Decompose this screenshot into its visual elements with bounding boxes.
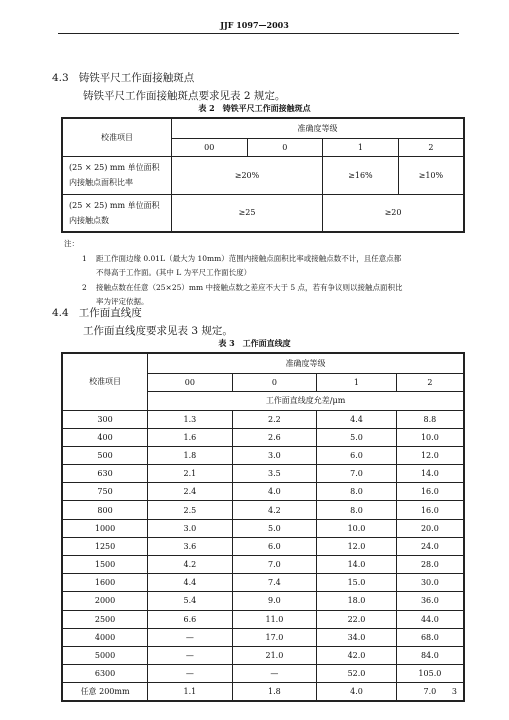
table-cell: 6.0 [232,537,317,555]
table-cell: 4.0 [232,483,317,501]
table-row [62,556,464,574]
row-length-cell: 4000 [62,628,148,646]
table-cell: 105.0 [396,665,464,683]
table-cell: 1.1 [148,683,233,701]
table-cell: 7.0 [232,556,317,574]
section-4-4-para: 工作面直线度要求见表 3 规定。 [83,325,233,337]
grade-cell: 2 [398,138,464,156]
table-cell: 24.0 [396,537,464,555]
table-cell: 44.0 [396,610,464,628]
table-row [62,410,464,428]
table-cell: — [148,665,233,683]
table-cell: 21.0 [232,646,317,664]
section-number: 4.4 [52,307,69,319]
table2-group-head: 准确度等级 [171,118,464,138]
row-length-cell: 400 [62,428,148,446]
row-length-cell: 750 [62,483,148,501]
table-cell: 3.0 [232,446,317,464]
grade-cell: 00 [171,138,247,156]
table-row [62,628,464,646]
grade-cell: 1 [317,373,397,391]
table3-caption: 表 3 工作面直线度 [218,338,291,348]
row-length-cell: 1600 [62,574,148,592]
table-cell: 4.4 [148,574,233,592]
row-length-cell: 1500 [62,556,148,574]
table-row [62,683,464,701]
table-cell: 17.0 [232,628,317,646]
table-cell: 6.6 [148,610,233,628]
section-title: 工作面直线度 [78,307,142,319]
table-cell: 1.6 [148,428,233,446]
table3 [61,352,465,702]
table2-row1-label: (25 × 25) mm 单位面积 内接触点面积比率 [62,156,171,194]
table-cell: 84.0 [396,646,464,664]
table-cell: 5.0 [317,428,397,446]
table-cell: 20.0 [396,519,464,537]
table-row [62,428,464,446]
table-row [62,610,464,628]
table3-group-head: 准确度等级 [148,353,464,373]
table2-col-head: 校准项目 [62,118,171,156]
table-row [62,537,464,555]
table-cell: ≥20% [171,156,322,194]
table-cell: 10.0 [396,428,464,446]
table-cell: 8.0 [317,483,397,501]
table-row [62,646,464,664]
row-length-cell: 6300 [62,665,148,683]
table-row [62,574,464,592]
table-cell: 4.0 [317,683,397,701]
row-length-cell: 5000 [62,646,148,664]
row-length-cell: 2500 [62,610,148,628]
table-cell: 8.0 [317,501,397,519]
grade-cell: 0 [247,138,323,156]
table-cell: 2.4 [148,483,233,501]
table-row [62,483,464,501]
row-length-cell: 2000 [62,592,148,610]
row-length-cell: 500 [62,446,148,464]
table-cell: 2.6 [232,428,317,446]
row-length-cell: 800 [62,501,148,519]
table-cell: ≥16% [323,156,399,194]
section-4-4-heading [52,305,142,320]
table-cell: 12.0 [317,537,397,555]
table-cell: — [232,665,317,683]
table-cell: 3.6 [148,537,233,555]
note-number: 1 [82,254,87,263]
table-cell: 22.0 [317,610,397,628]
row-length-cell: 1250 [62,537,148,555]
table-cell: 4.4 [317,410,397,428]
table-cell: 5.4 [148,592,233,610]
table-cell: 2.5 [148,501,233,519]
table-cell: 3.5 [232,465,317,483]
table-cell: 5.0 [232,519,317,537]
table-cell: 1.3 [148,410,233,428]
grade-cell: 2 [396,373,464,391]
table-cell: 2.1 [148,465,233,483]
table-cell: 7.4 [232,574,317,592]
note-number: 2 [82,283,87,292]
table-cell: — [148,628,233,646]
table-cell: 10.0 [317,519,397,537]
table-cell: 18.0 [317,592,397,610]
table-cell: 2.2 [232,410,317,428]
row-length-cell: 300 [62,410,148,428]
table-cell: 12.0 [396,446,464,464]
table-cell: 7.0 [317,465,397,483]
table-row [62,592,464,610]
note-text: 接触点数在任意（25×25）mm 中接触点数之差应不大于 5 点，若有争议则以接触点面积比 [96,283,403,292]
table-cell: 9.0 [232,592,317,610]
table-cell: 28.0 [396,556,464,574]
doc-header: JJF 1097—2003 [220,20,289,30]
section-4-3-para: 铸铁平尺工作面接触斑点要求见表 2 规定。 [83,90,286,102]
note-text: 不得高于工作面。(其中 L 为平尺工作面长度） [96,268,252,277]
table-cell: 36.0 [396,592,464,610]
table-row [62,465,464,483]
table3-col-head: 校准项目 [62,353,148,410]
table-cell: ≥25 [171,194,322,232]
table-cell: — [148,646,233,664]
grade-cell: 00 [148,373,233,391]
section-number: 4.3 [52,72,69,84]
table-row [62,665,464,683]
table-cell: 68.0 [396,628,464,646]
page-number: 3 [451,687,457,696]
table-row [62,446,464,464]
table-cell: 30.0 [396,574,464,592]
table-cell: 1.8 [232,683,317,701]
header-rule [58,33,459,34]
notes-label: 注： [64,239,79,248]
table-cell: 34.0 [317,628,397,646]
table-cell: 1.8 [148,446,233,464]
table-row [62,519,464,537]
table-cell: 14.0 [396,465,464,483]
table-cell: 7.0 [396,683,464,701]
grade-cell: 1 [323,138,399,156]
row-length-cell: 630 [62,465,148,483]
table-cell: 16.0 [396,501,464,519]
table-cell: ≥10% [398,156,464,194]
row-length-cell: 任意 200mm [62,683,148,701]
table-cell: 11.0 [232,610,317,628]
table-cell: 8.8 [396,410,464,428]
grade-cell: 0 [232,373,317,391]
table-cell: ≥20 [323,194,464,232]
table-cell: 52.0 [317,665,397,683]
table-cell: 15.0 [317,574,397,592]
table2-caption: 表 2 铸铁平尺工作面接触斑点 [198,103,311,113]
table-cell: 42.0 [317,646,397,664]
table-cell: 3.0 [148,519,233,537]
table-cell: 4.2 [148,556,233,574]
table-cell: 16.0 [396,483,464,501]
table3-sub-head: 工作面直线度允差/μm [148,391,464,410]
table2 [61,117,465,233]
table-row [62,501,464,519]
section-4-3-heading [52,70,194,85]
table-cell: 14.0 [317,556,397,574]
note-text: 距工作面边缘 0.01L（最大为 10mm）范围内接触点面积比率或接触点数不计，且任意点都 [96,254,402,263]
section-title: 铸铁平尺工作面接触斑点 [78,72,195,84]
table2-row2-label: (25 × 25) mm 单位面积 内接触点数 [62,194,171,232]
row-length-cell: 1000 [62,519,148,537]
table-cell: 6.0 [317,446,397,464]
note-text: 率为评定依据。 [96,297,149,306]
table-cell: 4.2 [232,501,317,519]
